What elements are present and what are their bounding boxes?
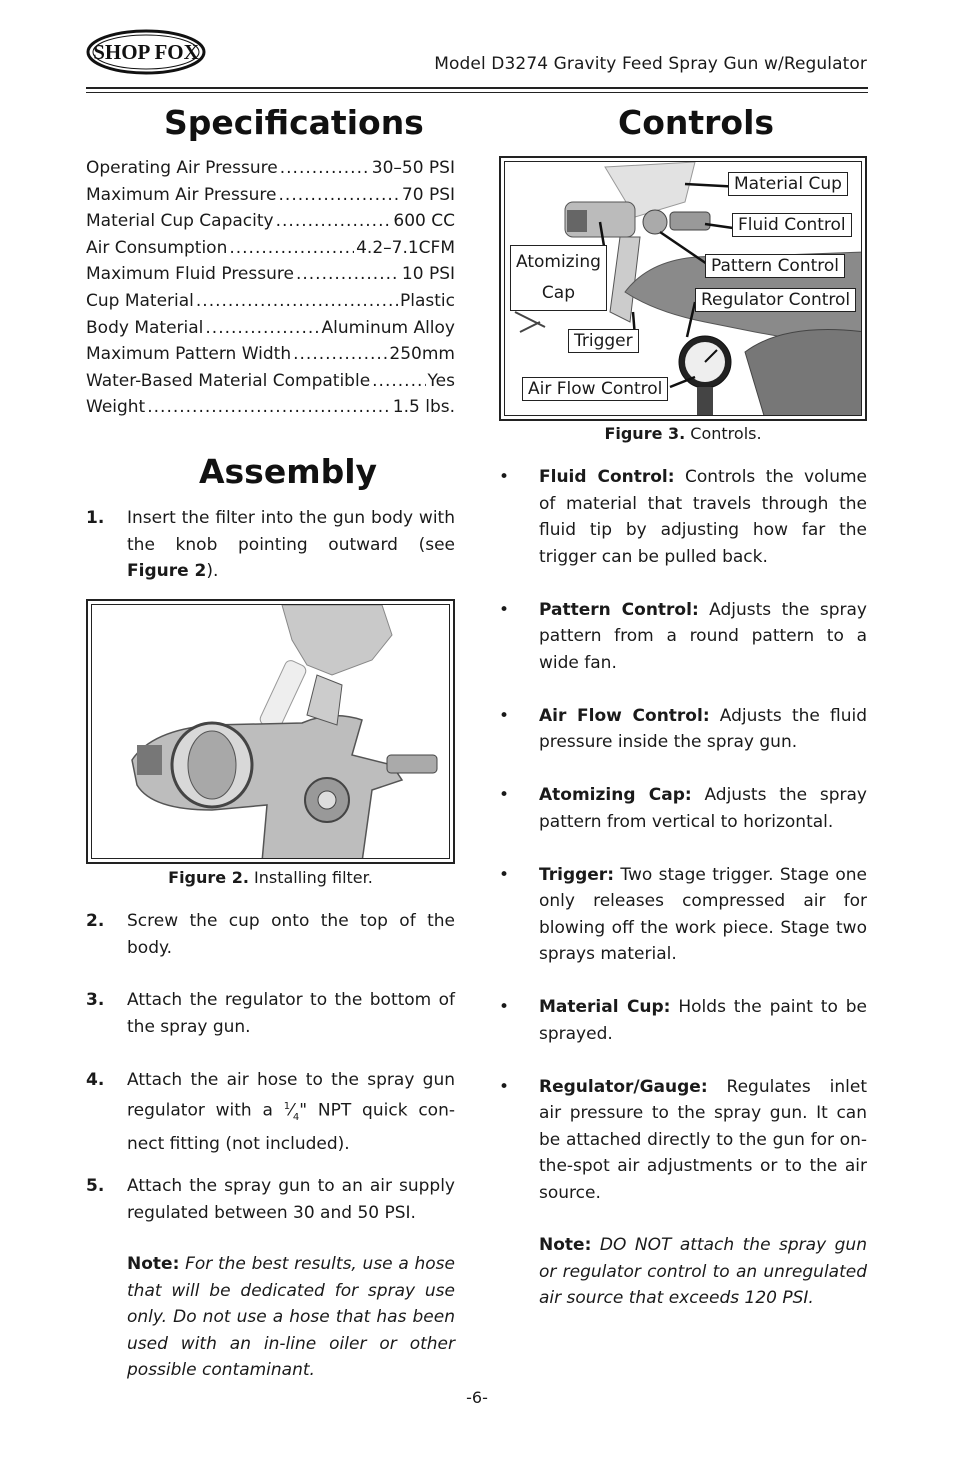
spec-row (86, 394, 455, 421)
spec-label: Operating Air Pressure (86, 158, 278, 178)
note-label: Note: (127, 1254, 180, 1274)
assembly-step-4 (86, 1067, 455, 1158)
spec-label: Material Cup Capacity (86, 211, 274, 232)
spec-label: Maximum Pattern Width (86, 344, 292, 365)
figure-2-caption: Figure 2. Installing filter. (168, 868, 373, 887)
callout-trigger: Trigger (568, 329, 639, 353)
step-text: Insert the filter into the gun body with the knob pointing outward (see Figure 2). (127, 508, 455, 581)
note-label: Note: (539, 1235, 592, 1255)
spec-value: 1.5 lbs. (392, 397, 455, 418)
step-number: 4. (86, 1070, 105, 1090)
assembly-step-2 (86, 908, 455, 961)
note-text: DO NOT attach the spray gun or regulator control to an unregulated air source that exceeds 120 PSI. (539, 1235, 867, 1308)
figure-3-frame (499, 156, 867, 421)
assembly-step-3 (86, 987, 455, 1040)
spec-row (86, 368, 455, 395)
model-title: Model D3274 Gravity Feed Spray Gun w/Regulator (434, 54, 867, 74)
spec-label: Maximum Air Pressure (86, 184, 277, 205)
note-text: For the best results, use a hose that will be dedicated for spray use only. Do not use a hose that has been used with an in-line oiler or other possible contaminant. (127, 1254, 455, 1380)
spec-value: 4.2–7.1CFM (356, 237, 455, 258)
control-term: Pattern Control: (539, 599, 699, 620)
list-item: • Pattern Control: Adjusts the spray pattern from a round pattern to a wide fan. (499, 599, 867, 673)
step-text: Screw the cup onto the top of the body. (127, 911, 455, 958)
list-item: • Trigger: Two stage trigger. Stage one only releases compressed air for blowing off the work piece. Stage two sprays material. (499, 864, 867, 964)
specifications-list (86, 155, 455, 421)
assembly-heading: Assembly (199, 452, 378, 491)
spec-row (86, 235, 455, 262)
callout-fluid-control: Fluid Control (732, 213, 852, 237)
spec-value: Yes (427, 370, 455, 391)
step-text: Attach the regulator to the bottom of the spray gun. (127, 990, 455, 1037)
control-term: Regulator/Gauge: (539, 1076, 708, 1097)
callout-pattern-control: Pattern Control (705, 254, 845, 278)
controls-list (499, 464, 867, 1233)
spec-value: Aluminum Alloy (321, 317, 455, 338)
callout-regulator-control: Regulator Control (695, 288, 856, 312)
spec-row (86, 182, 455, 209)
spec-label: Water-Based Material Compatible (86, 370, 371, 391)
step-text: Attach the spray gun to an air supply regulated between 30 and 50 PSI. (127, 1176, 455, 1223)
callout-air-flow-control: Air Flow Control (522, 377, 668, 401)
step-number: 1. (86, 508, 105, 528)
spec-row (86, 155, 455, 182)
spec-label: Maximum Fluid Pressure (86, 264, 294, 285)
spec-row (86, 341, 455, 368)
spec-row (86, 261, 455, 288)
spec-value: 70 PSI (401, 184, 455, 205)
callout-material-cup: Material Cup (728, 172, 848, 196)
figure-2-photo (91, 604, 450, 859)
figure-label: Figure 2. (168, 868, 249, 887)
control-term: Material Cup: (539, 997, 671, 1017)
list-item: • Atomizing Cap: Adjusts the spray pattern from vertical to horizontal. (499, 785, 867, 832)
assembly-step-1 (86, 505, 455, 585)
spec-row (86, 288, 455, 315)
figure-label: Figure 3. (604, 424, 686, 443)
spec-value: 10 PSI (401, 264, 455, 285)
shop-fox-logo (86, 28, 206, 76)
spec-row (86, 208, 455, 235)
assembly-note (127, 1251, 455, 1384)
step-number: 3. (86, 990, 105, 1010)
assembly-step-5 (86, 1173, 455, 1226)
control-term: Atomizing Cap: (539, 785, 692, 805)
control-term: Air Flow Control: (539, 705, 710, 726)
specifications-heading: Specifications (164, 103, 424, 142)
spec-label: Body Material (86, 317, 204, 338)
figure-reference: Figure 2 (127, 561, 207, 581)
list-item: • Fluid Control: Controls the volume of material that travels through the fluid tip by adjusting how far the trigger can be pulled back. (499, 467, 867, 567)
spec-label: Cup Material (86, 290, 194, 311)
figure-3-caption: Figure 3. Controls. (604, 424, 762, 443)
list-item: • Material Cup: Holds the paint to be sprayed. (499, 997, 867, 1044)
step-text: Attach the air hose to the spray gun regulator with a $^1⁄_4$" NPT quick con-nect fitting (not included). (127, 1070, 455, 1155)
controls-note (539, 1232, 867, 1312)
spec-value: 600 CC (393, 211, 455, 232)
list-item: • Regulator/Gauge: Regulates inlet air pressure to the spray gun. It can be attached directly to the gun for on-the-spot air adjustments or to the air source. (499, 1076, 867, 1203)
header-rule (86, 87, 868, 89)
step-number: 2. (86, 911, 105, 931)
spec-label: Air Consumption (86, 237, 228, 258)
step-number: 5. (86, 1176, 105, 1196)
spec-value: 30–50 PSI (371, 158, 455, 178)
control-term: Fluid Control: (539, 467, 675, 487)
control-term: Trigger: (539, 864, 614, 885)
spec-value: 250mm (389, 344, 455, 365)
figure-3-photo (504, 161, 862, 416)
list-item: • Air Flow Control: Adjusts the fluid pressure inside the spray gun. (499, 705, 867, 752)
figure-2-frame (86, 599, 455, 864)
header-rule-thin (86, 92, 868, 93)
spec-label: Weight (86, 397, 146, 418)
page-number: -6- (466, 1388, 488, 1407)
spec-row (86, 315, 455, 342)
controls-heading: Controls (618, 103, 775, 142)
logo-text: SHOP FOX (93, 40, 199, 64)
spec-value: Plastic (400, 290, 455, 311)
callout-atomizing-cap: Atomizing Cap (510, 245, 607, 311)
